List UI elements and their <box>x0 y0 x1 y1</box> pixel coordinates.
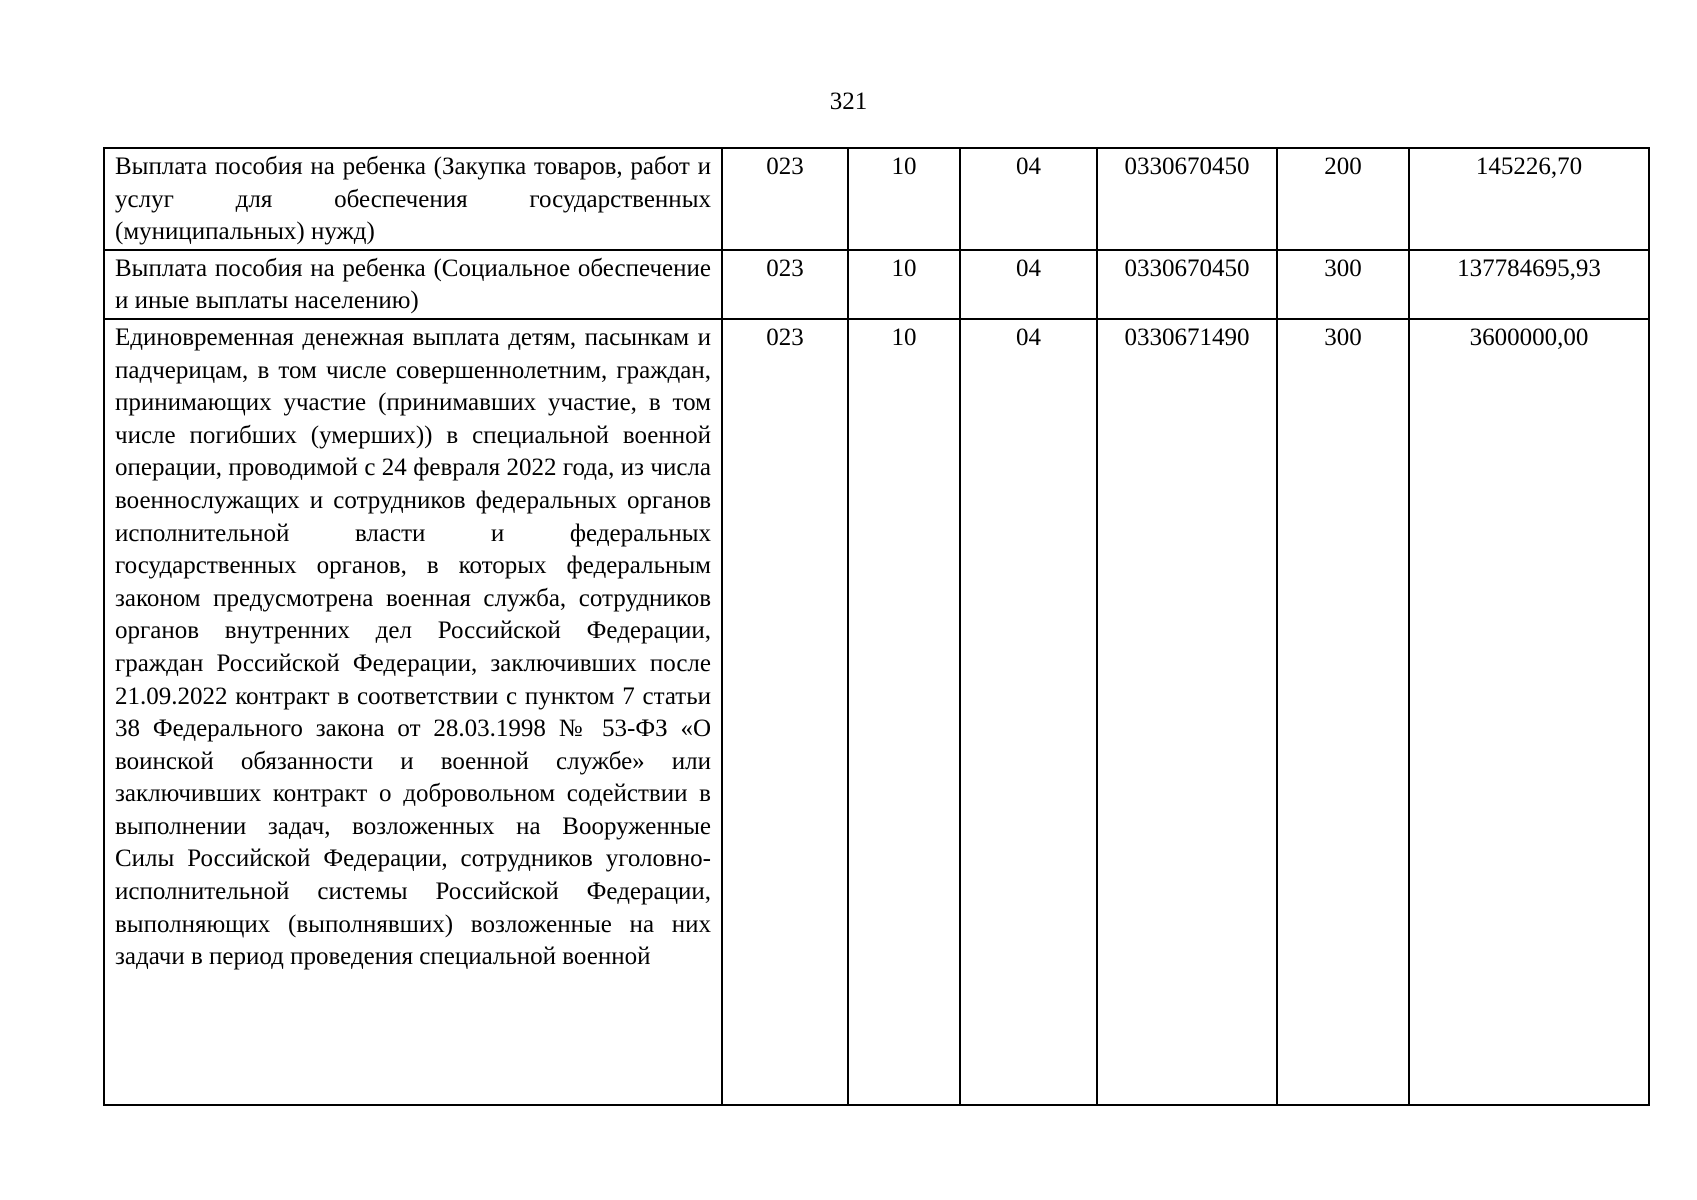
budget-table <box>103 147 1650 1106</box>
expense-type-code: 300 <box>1277 250 1409 319</box>
amount: 145226,70 <box>1409 148 1649 250</box>
expense-type-code: 200 <box>1277 148 1409 250</box>
ministry-code: 023 <box>722 148 848 250</box>
row-description: Выплата пособия на ребенка (Социальное обеспечение и иные выплаты населению) <box>104 250 722 319</box>
subsection-code: 04 <box>960 319 1097 1105</box>
row-description: Единовременная денежная выплата детям, пасынкам и падчерицам, в том числе совершеннолетним, граждан, принимающих участие (принимавших участие, в том числе погибших (умерших)) в специальной военной операции, проводимой с 24 февраля 2022 года, из числа военнослужащих и сотрудников федеральных органов исполнительной власти и федеральных государственных органов, в которых федеральным законом предусмотрена военная служба, сотрудников органов внутренних дел Российской Федерации, граждан Российской Федерации, заключивших после 21.09.2022 контракт в соответствии с пунктом 7 статьи 38 Федерального закона от 28.03.1998 № 53-ФЗ «О воинской обязанности и военной службе» или заключивших контракт о добровольном содействии в выполнении задач, возложенных на Вооруженные Силы Российской Федерации, сотрудников уголовно-исполнительной системы Российской Федерации, выполняющих (выполнявших) возложенные на них задачи в период проведения специальной военной <box>104 319 722 1105</box>
target-article-code: 0330670450 <box>1097 148 1277 250</box>
subsection-code: 04 <box>960 250 1097 319</box>
section-code: 10 <box>848 148 960 250</box>
amount: 137784695,93 <box>1409 250 1649 319</box>
expense-type-code: 300 <box>1277 319 1409 1105</box>
ministry-code: 023 <box>722 250 848 319</box>
table-row <box>104 148 1649 250</box>
page-number: 321 <box>829 88 868 115</box>
table-row <box>104 250 1649 319</box>
subsection-code: 04 <box>960 148 1097 250</box>
target-article-code: 0330670450 <box>1097 250 1277 319</box>
section-code: 10 <box>848 250 960 319</box>
row-description: Выплата пособия на ребенка (Закупка товаров, работ и услуг для обеспечения государственных (муниципальных) нужд) <box>104 148 722 250</box>
target-article-code: 0330671490 <box>1097 319 1277 1105</box>
section-code: 10 <box>848 319 960 1105</box>
table-row <box>104 319 1649 1105</box>
amount: 3600000,00 <box>1409 319 1649 1105</box>
ministry-code: 023 <box>722 319 848 1105</box>
